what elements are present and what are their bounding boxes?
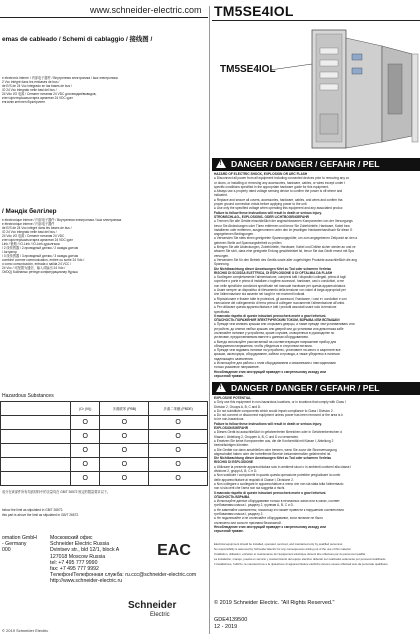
hazard-line: ● Scollegare completamente l'alimentazione, compresi tutti i dispositivi collegati, prima di togli <box>214 275 346 280</box>
hazard-line: angegebenen Bedingungen. <box>214 232 255 237</box>
document-code-number: GDE4139500 <box>214 617 248 623</box>
hazard-line: установке, предоставляемом вместе с данным оборудованием. <box>214 335 309 340</box>
danger-banner-2 <box>212 382 420 395</box>
hazard-line: gebenen Stelle auf Spannungsfreiheit zu prüfen. <box>214 240 283 245</box>
legend-line: /O 24 Vcc integrato nelle basi del bus / <box>2 88 57 92</box>
address-line: tel: +7 495 777 9990 <box>50 559 98 566</box>
hazard-line: or doors, or installing or removing any accessories, hardware, cables, or wires except under t <box>214 180 346 185</box>
table-row <box>1 416 208 430</box>
danger-banner-2-text: DANGER / DANGER / GEFAHR / PEL <box>231 383 380 393</box>
hazard-line: отключайте питание у устройства, кроме случаев, оговоренных в руководстве по <box>214 330 335 335</box>
hazard-line: ● Используйте данное оборудование только в неопасных зонах или в зонах, соответ <box>214 499 340 504</box>
hazard-line: требованиям класса I, разделу 2. <box>214 512 264 517</box>
hazard-line: Division 2, Groups A, B, C and D. <box>214 404 262 409</box>
hazard-line: non nelle specifiche condizioni specificate nel manuale hardware per questa apparecchiatura. <box>214 283 347 288</box>
hazard-line: coperture o porte e prima di installare o togliere accessori, hardware, cavi o conduttori, a me <box>214 279 345 284</box>
hazardous-substances-table <box>0 401 208 486</box>
hazard-line: Die Nichtbeachtung dieser Anweisungen führt zu Tod oder schweren Verletzu <box>214 266 332 271</box>
hazard-line: ● Всегда используйте рассчитанный на соответствующее напряжение прибор для <box>214 339 337 344</box>
table-cell: O <box>71 472 100 486</box>
hazard-line: HAZARD OF ELECTRIC SHOCK, EXPLOSION OR ARC FLASH <box>214 172 308 176</box>
legend-title: / Мәндік белгілер <box>2 208 57 215</box>
hazard-line: Il mancato rispetto di queste istruzioni provocherà morte o gravi infortuni. <box>214 490 327 495</box>
hazard-note-3: this part is above the limit as stipulated in GB/T 26572. <box>2 513 80 517</box>
legend-line: / Актуатор <box>2 250 18 254</box>
hazard-line: обнаружения напряжения, чтобы убедиться в отсутствии питания. <box>214 343 313 348</box>
table-row <box>1 458 208 472</box>
hazard-line: ● Only use this equipment in non-hazardous locations, or in locations that comply with Class I <box>214 400 346 405</box>
hazard-electric-text <box>214 172 420 378</box>
hazard-line: серьезной травме. <box>214 373 244 378</box>
table-cell <box>1 416 71 430</box>
header-rule <box>0 17 208 18</box>
table-row <box>1 444 208 458</box>
table-cell: O <box>100 416 149 430</box>
hazard-line: ● Use only the specified voltage when operating this equipment and any associated produc <box>214 206 343 211</box>
hazard-line: ● Always use a properly rated voltage sensing device to confirm the power is off where and <box>214 189 343 194</box>
hazard-line: ● Ersetzen Sie keine Komponenten aus, die die Konformität mit Klasse I, Abteilung 2 <box>214 438 334 443</box>
table-cell: O <box>100 430 149 444</box>
hazard-line: Klasse I, Abteilung 2, Gruppen A, B, C und D zu verwenden. <box>214 434 299 439</box>
address-line: Tелефон/Телефонная служба: ru.ccc@schneider-electric.com <box>50 572 197 579</box>
table-header-cell: 多溴联苯 (PBB) <box>100 402 149 416</box>
hazard-line: Несоблюдение этих инструкций приведет к смертельному исходу или <box>214 369 326 374</box>
table-cell: O <box>100 472 149 486</box>
hazard-explosion-text <box>214 396 420 534</box>
footnote-line: L'installazione, l'utilizzo, la manutenzione e la riparazione di apparecchiature elettriche devono essere effettuati solo da personale qualificato. <box>214 562 389 566</box>
hazard-line: ОПАСНОСТЬ ВЗРЫВА <box>214 494 250 499</box>
hazard-line: ● Per utilizzare questa apparecchiatura e tutti i prodotti associati usare solo la tensione <box>214 305 337 310</box>
warning-triangle-icon <box>216 159 226 168</box>
table-cell: O <box>149 472 208 486</box>
hazard-line: устройств, до снятия любых крышек или дверей или до установки или демонтажа кабе <box>214 326 344 331</box>
hazard-line: крышки, аксессуары, оборудование, кабели и провода, а также убедитесь в наличии <box>214 352 340 357</box>
footnotes <box>214 542 420 567</box>
hazard-line: ● Не заменяйте компоненты, поскольку это может привести к нарушению соответствия <box>214 507 344 512</box>
hazard-line: ● Прежде чем снимать крышки или открывать дверцы, а также прежде чем устанавливать или <box>214 322 355 327</box>
hazard-line: ● Usare sempre un dispositivo di rilevamento della tensione con valori di targa appropriati per <box>214 288 346 293</box>
table-cell: O <box>100 444 149 458</box>
hazard-line: ● Do not substitute components which would impair compliance to Class I Division 2. <box>214 408 334 413</box>
hazard-line: Spannung. <box>214 262 230 267</box>
eac-mark-icon <box>157 537 191 561</box>
hazard-line: EXPLOSIONSGEFAHR <box>214 426 249 431</box>
legend-line: 24 Vdc I/O 电源 / Сегмент питания 24 VDC <box>2 234 65 238</box>
hazard-line: abgeschaltet haben oder der betreffende Bereich bekanntermaßen gefahrenfrei ist. <box>214 451 332 456</box>
table-row <box>1 472 208 486</box>
address-line: Dvintsev str., bld 12/1, block A <box>50 547 120 554</box>
right-page <box>212 0 420 640</box>
table-cell <box>1 444 71 458</box>
legend-line: енгізіліп кетілген біріктірілген <box>2 100 45 104</box>
legend-line: ктегі кірістер/шығыстарға арналған 24 VDC қуат <box>2 96 73 100</box>
hazard-line: ● Trennen Sie alle Geräte einschließlich der angeschlossenen Komponenten von der Versorgungs <box>214 219 353 224</box>
legend-line: Link / 链路 / IO-Link / IO-Link құрылғысы <box>2 242 60 246</box>
danger-banner-1-text: DANGER / DANGER / GEFAHR / PEL <box>231 159 380 169</box>
footnote-line: Electrical equipment should be installed, operated, serviced, and maintained only by qualified personnel. <box>214 542 344 546</box>
footnote-line: Installation, utilisation, entretien et maintenance de l'équipement électrique doivent être effectués par du personnel qualifié. <box>214 552 366 556</box>
address-line: 000 <box>2 547 11 554</box>
hazard-line: divisione 2, gruppi A, B, C e D. <box>214 469 258 474</box>
address-line: fax: +7 495 777 9992 <box>50 566 99 573</box>
title-rule <box>212 20 420 21</box>
hazard-line: Failure to follow these instructions will result in death or serious injury. <box>214 210 322 215</box>
device-label: TM5SE4IOL <box>220 64 276 75</box>
hazard-line: ● Используйте для работы с этим оборудованием и связанными с ним изделиями <box>214 361 336 366</box>
legend-line: de E/S de 24 Vcc intégré dans les bases de bus / <box>2 226 72 230</box>
legend-line: ктегі кірістер/шығыстарға арналған 24 VDC қуат <box>2 238 73 242</box>
hazard-line: отключено или зона не признана безопасной. <box>214 520 282 525</box>
legend-line: 2 Vcc intégré dans les embases de bus / <box>2 80 60 84</box>
hazard-line: ОПАСНОСТЬ ПОРАЖЕНИЯ ЭЛЕКТРИЧЕСКИМ ТОКОМ, ВЗРЫВА ИЛИ ВСПЫШКИ <box>214 318 340 323</box>
footnote-line: No responsibility is assumed by Schneider Electric for any consequences arising out of the use of this material. <box>214 547 352 551</box>
legend-line: e électronique interne / 内部电子器件 <box>2 222 55 226</box>
hazard-line: ● Verwenden Sie für den Betrieb des Geräts sowie aller zugehörigen Produkte ausschließlich die ang <box>214 257 357 262</box>
hazard-line: ● Non sostituire i componenti in quanto questa operazione potrebbe pregiudicare la confo <box>214 473 341 478</box>
hazard-line: требованиям класса I, разделу 2, группам A, B, C и D. <box>214 503 294 508</box>
table-cell: O <box>100 458 149 472</box>
hazard-line: Die Nichtbeachtung dieser Anweisungen führt zu Tod oder schweren Verletzu <box>214 456 332 461</box>
legend-line: e électronique interne / 内部电子器件 / Внутренняя электроника / Ішкі электроника <box>2 218 122 222</box>
hazard-line: installieren oder entfernen, ausgenommen unter den im jeweiligen Hardwarehandbuch für diese G <box>214 227 353 232</box>
address-line: - Germany <box>2 541 27 548</box>
hazard-line: indicated. <box>214 193 228 198</box>
address-line: Московский офис <box>50 535 93 541</box>
table-cell: O <box>71 430 100 444</box>
hazard-line: ● Do not connect or disconnect equipment unless power has been removed or the area is k <box>214 413 343 418</box>
table-header-cell <box>1 402 71 416</box>
hazard-line: ● Прежде чем подавать питание на устройство, установите на место и закрепите все <box>214 348 341 353</box>
legend-line: /O 24 Vcc integrato nelle basi del bus / <box>2 230 57 234</box>
legend-line: de E/S de 24 Vcc integrado en las bases de bus / <box>2 84 72 88</box>
hazard-line: ● Verwenden Sie stets einen geeigneten Spannungsprüfer, um zum angegebenen Zeitpunkt an den a <box>214 236 358 241</box>
footnote-line: La instalación, manejo, puesta en servicio y mantenimiento del equipo eléctrico deberán ser realizados solamente por personal cualificado. <box>214 557 387 561</box>
eac-mark-text: EAC <box>157 542 191 559</box>
document-date: 12 - 2019 <box>214 624 238 630</box>
legend-line: / 3 线传感器 / 3-проводный датчик / 3 сымды датчик <box>2 254 79 258</box>
legend-line: OI/DQ) Байланыс ретінде конфигурациялау бұрыш <box>2 270 78 274</box>
legend-line: 24 Vdc I/O 电源 / Сегмент питания 24 VDC для вводов/выводов, <box>2 92 97 96</box>
hazard-line: esecuzione del collegamento di terra prima di collegare nuovamente l'alimentazione all'unità. <box>214 300 345 305</box>
wiring-diagram-title: emas de cableado / Schemi di cablaggio / 接线图 / <box>2 36 153 43</box>
hazard-line: versorgen. <box>214 253 230 258</box>
hazard-note-1: 成分在该部件所有均质材料中的含量均在 GB/T 26572 规定的限量要求以下。 <box>2 490 111 494</box>
hazard-line: proper ground connection exists before applying power to the unit. <box>214 202 308 207</box>
legend-line: / 2 线传感器 / 2-проводный датчик / 2 сымды датчик <box>2 246 79 250</box>
hazard-line: ● Bringen Sie alle Abdeckungen, Zubehörteile, Hardware, Kabel und Drähte sicher wieder an und ve <box>214 245 356 250</box>
hazard-line: ● Die Geräte nur dann anschließen oder trennen, wenn Sie zuvor die Stromversorgung <box>214 447 337 452</box>
table-cell: O <box>71 458 100 472</box>
hazard-line: ● Disconnect all power from all equipment including connected devices prior to removing any co <box>214 176 350 181</box>
hazard-line: ● Utilizzare la presente apparecchiatura solo in ambienti sicuri o in ambienti conformi alla classe I <box>214 464 352 469</box>
table-cell: O <box>149 444 208 458</box>
table-cell <box>1 472 71 486</box>
table-cell: O <box>71 416 100 430</box>
warning-triangle-icon <box>216 383 226 392</box>
hazard-line: ● Не подключайте и не отключайте оборудование, если питание не было <box>214 516 323 521</box>
hazard-line: wissern Sie sich, dass eine geeignete Erdung gewährleistet ist, bevor Sie das Gerät erneut mit Spa <box>214 249 354 254</box>
hazard-line: только указанное напряжение. <box>214 365 260 370</box>
table-row <box>1 430 208 444</box>
table-cell: O <box>149 416 208 430</box>
address-line: 127018 Moscow Russia <box>50 553 106 560</box>
legend-line: 24 Vcc / 可配置为通信、输入或输出 24 Vdc / <box>2 266 66 270</box>
left-page <box>0 0 208 640</box>
website-url[interactable]: www.schneider-electric.com <box>90 5 202 15</box>
hazard-line: ● Replace and secure all covers, accessories, hardware, cables, and wires and confirm tha <box>214 197 343 202</box>
fold-divider <box>209 6 210 634</box>
hazard-line: ● Dieses Gerät ist ausschließlich in gefahrenfreien Bereichen oder in Gefahrenbereichen d <box>214 430 342 435</box>
hazard-line: надлежащего заземления. <box>214 356 254 361</box>
address-line: omation GmbH <box>2 535 37 541</box>
product-title: TM5SE4IOL <box>214 3 294 19</box>
address-line: Schneider Electric Russia <box>50 541 110 548</box>
hazard-line: bevor Sie Abdeckungen oder Türen entfernen und bevor Sie Zubehörteile, Hardware, Kabel bzw. <box>214 223 351 228</box>
hazard-line: specificata. <box>214 309 230 314</box>
table-header-row <box>1 402 208 416</box>
device-module-icon <box>212 24 420 154</box>
hazard-line: RISCHIO DI SCOSSA ELETTRICA, DI ESPLOSIONE O DI OFTALMIA DA FLASH <box>214 270 333 275</box>
wiring-legend-list <box>2 76 208 104</box>
hazard-line: Il mancato rispetto di queste istruzioni provocherà morte o gravi infortuni. <box>214 313 327 318</box>
company-address-de <box>2 535 37 554</box>
hazard-line: ● Riposizionare e fissare tutte le protezioni, gli accessori, l'hardware, i cavi e i conduttori e con <box>214 296 347 301</box>
hazard-line: серьезной травме. <box>214 529 244 534</box>
hazard-line: Failure to follow these instructions will result in death or serious injury. <box>214 421 322 426</box>
table-cell: O <box>149 430 208 444</box>
hazard-note-2: below the limit as stipulated in GB/T 26572. <box>2 508 64 512</box>
hazardous-substances-title: Hazardous Substances <box>2 393 54 399</box>
table-cell: O <box>71 444 100 458</box>
hazard-line: RISCHIO DI ESPLOSIONE <box>214 460 253 465</box>
copyright-right: © 2019 Schneider Electric. "All Rights Reserved." <box>214 600 335 606</box>
address-line: http://www.schneider-electric.ru <box>50 578 123 585</box>
copyright-left: © 2019 Schneider Electric <box>2 628 49 633</box>
legend-line: e electronic interne / 内部电子器件 / Внутренняя электроника / Ішкі электроника <box>2 76 118 80</box>
table-cell: O <box>149 458 208 472</box>
table-header-cell: (Cr (VI)) <box>71 402 100 416</box>
hazard-line: ● Non collegare o scollegare le apparecchiature a meno che non sia stata tolta l'alimentazio <box>214 481 344 486</box>
legend-list <box>2 218 208 274</box>
schneider-logo-icon: Schneider <box>128 600 177 611</box>
hazard-line: delle apparecchiature ai requisiti di Classe I, Divisione 2. <box>214 477 294 482</box>
hazard-line: Несоблюдение этих инструкций приведет к смертельному исходу или <box>214 524 326 529</box>
hazard-line: specific conditions specified in the appropriate hardware guide for this equipment. <box>214 184 329 189</box>
danger-banner-1 <box>212 158 420 171</box>
legend-line: o como comunicación, entrada o salida 24 VCC / <box>2 262 72 266</box>
table-header-cell: 多溴二苯醚 (PBDE) <box>149 402 208 416</box>
table-cell <box>1 458 71 472</box>
hazard-line: EXPLOSIVE POTENTIAL <box>214 396 252 400</box>
hazard-line: STROMSCHLAG-, EXPLOSIONS- ODER LICHTBOGENGEFAHR <box>214 214 309 219</box>
hazard-line: to be non-hazardous. <box>214 417 245 422</box>
hazard-line: beeinträchtigen könnten. <box>214 443 249 448</box>
legend-line: combiné comme communication, entrée ou sortie 24 Vdc / <box>2 258 85 262</box>
hazard-line: che l'alimentazione sia assente nei luoghi e nei momenti indicati. <box>214 292 306 297</box>
hazard-line: non si sia certi che l'area non sia soggetta a rischi. <box>214 486 286 491</box>
schneider-logo-sub: Electric <box>150 612 170 618</box>
document-code <box>214 617 247 631</box>
table-cell <box>1 430 71 444</box>
